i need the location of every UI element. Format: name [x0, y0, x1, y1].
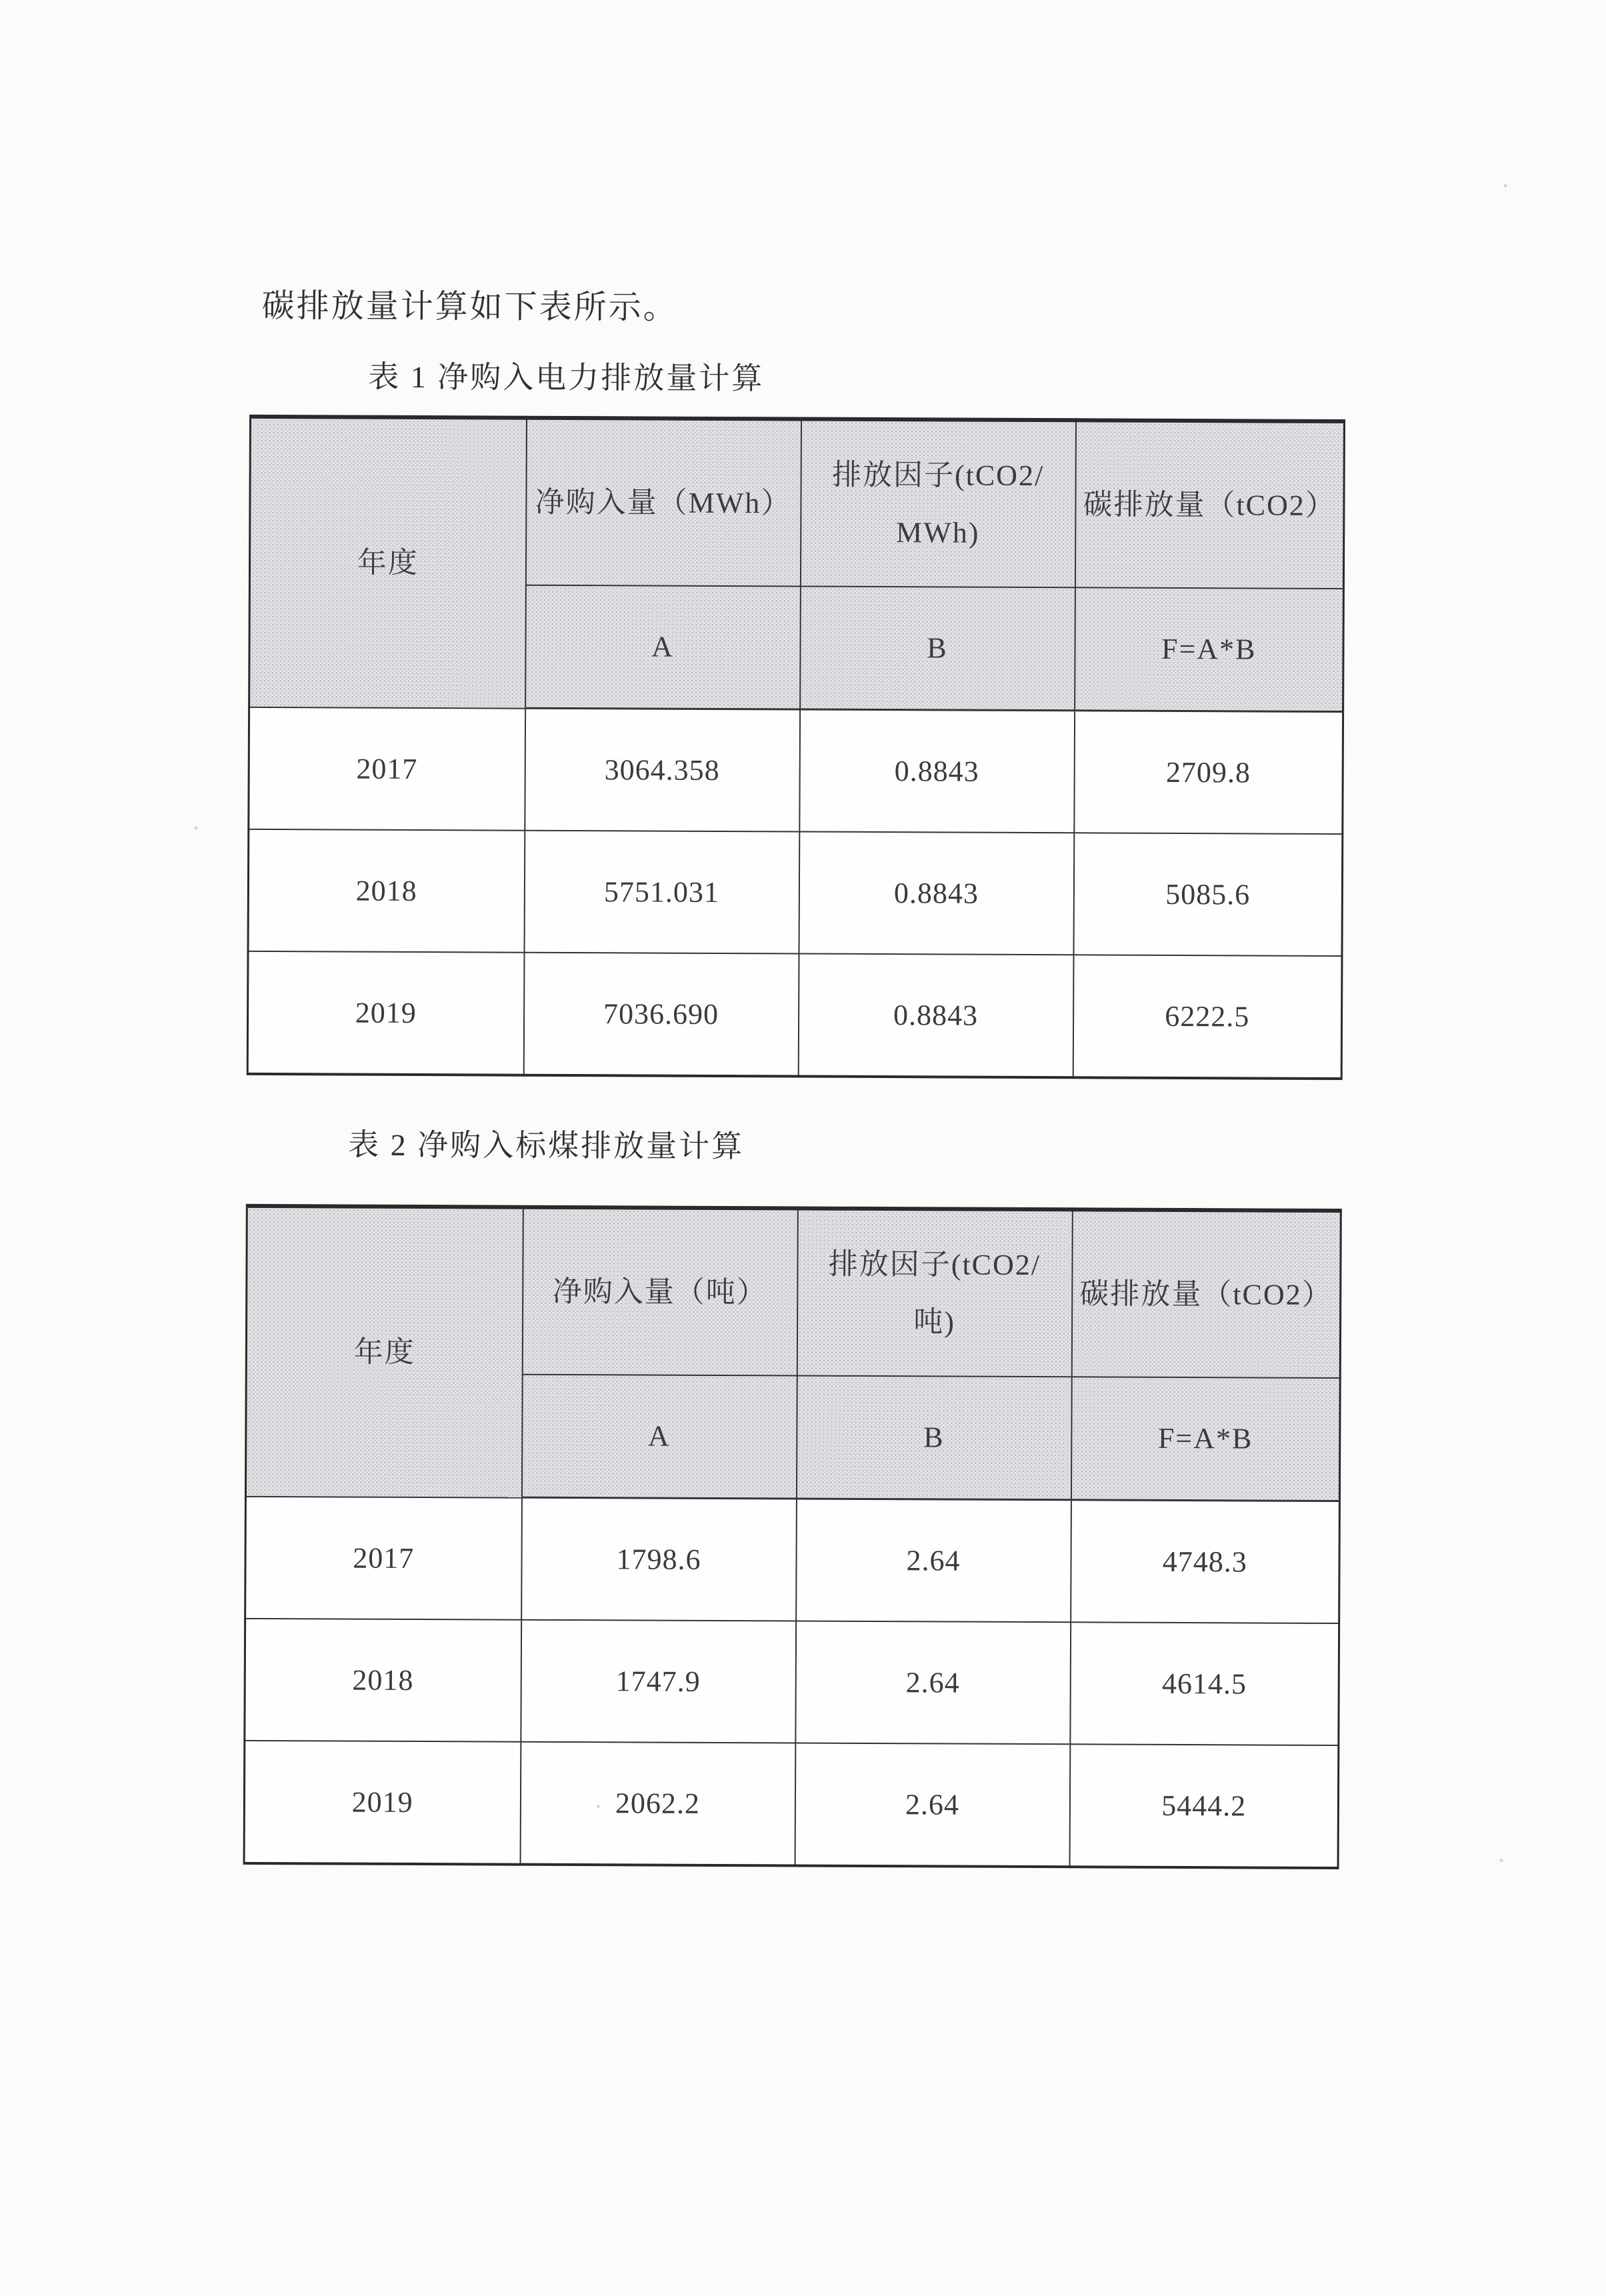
- table1-year-cell: 2017: [249, 707, 525, 830]
- table1-electricity-emissions: [247, 415, 1345, 1080]
- table1-emission-cell: 2709.8: [1074, 711, 1343, 834]
- table1-header-emission-factor: 排放因子(tCO2/ MWh): [800, 419, 1075, 587]
- table2-header-net-purchase: 净购入量（吨）: [522, 1207, 797, 1376]
- table2-purchase-cell: 2062.2: [520, 1742, 795, 1866]
- table2-row-2018: [245, 1619, 1339, 1745]
- table1-subheader-f: F=A*B: [1075, 587, 1344, 711]
- table2-purchase-cell: 1747.9: [521, 1620, 796, 1743]
- table2-header-emission-factor: 排放因子(tCO2/ 吨): [797, 1208, 1072, 1377]
- table2-subheader-f: F=A*B: [1071, 1377, 1340, 1501]
- table2-header-carbon-emission: 碳排放量（tCO2）: [1071, 1209, 1341, 1378]
- scan-speck: [194, 827, 197, 830]
- table2-purchase-cell: 1798.6: [521, 1497, 797, 1621]
- table2-header-row: [246, 1206, 1341, 1378]
- table1-emission-cell: 5085.6: [1073, 833, 1343, 956]
- table2-subheader-a: A: [521, 1375, 797, 1499]
- table1-purchase-cell: 5751.031: [524, 831, 799, 954]
- table1-year-cell: 2018: [248, 829, 525, 953]
- table1-factor-cell: 0.8843: [799, 709, 1075, 833]
- table2-emission-cell: 4748.3: [1071, 1500, 1340, 1623]
- table2-subheader-b: B: [796, 1375, 1071, 1499]
- scan-speck: [1500, 1859, 1503, 1862]
- table2-factor-cell: 2.64: [795, 1621, 1071, 1744]
- table1-header-row: [249, 417, 1344, 589]
- table2-emission-cell: 4614.5: [1070, 1622, 1339, 1745]
- table2-coal-emissions: [243, 1204, 1342, 1869]
- table1-factor-cell: 0.8843: [799, 831, 1074, 955]
- scan-speck: [1504, 184, 1507, 187]
- table1-purchase-cell: 7036.690: [523, 953, 799, 1077]
- table1-year-cell: 2019: [247, 951, 524, 1075]
- table1-caption: 表 1 净购入电力排放量计算: [368, 359, 765, 396]
- table1-subheader-b: B: [800, 586, 1075, 710]
- table1-emission-cell: 6222.5: [1073, 955, 1342, 1079]
- intro-text: 碳排放量计算如下表所示。: [261, 287, 678, 326]
- table1-header-net-purchase: 净购入量（MWh）: [525, 418, 801, 587]
- table2-row-2019: [244, 1741, 1339, 1868]
- table1-header-year: 年度: [249, 417, 527, 708]
- table1-header-carbon-emission: 碳排放量（tCO2）: [1075, 420, 1344, 589]
- table2-header-year: 年度: [245, 1206, 523, 1497]
- table2-row-2017: [245, 1496, 1340, 1623]
- table1-factor-cell: 0.8843: [798, 953, 1073, 1077]
- table2-factor-cell: 2.64: [795, 1743, 1070, 1867]
- table1-row-2019: [247, 951, 1342, 1079]
- scan-speck: [597, 1805, 600, 1808]
- table2-emission-cell: 5444.2: [1069, 1744, 1339, 1868]
- table1-subheader-a: A: [525, 585, 801, 709]
- table2-year-cell: 2019: [244, 1741, 521, 1865]
- table1-purchase-cell: 3064.358: [525, 708, 800, 831]
- table2-year-cell: 2017: [245, 1496, 522, 1619]
- table2-factor-cell: 2.64: [796, 1499, 1071, 1622]
- table2-caption: 表 2 净购入标煤排放量计算: [348, 1127, 745, 1164]
- table2-year-cell: 2018: [245, 1619, 521, 1742]
- table1-row-2018: [248, 829, 1343, 956]
- table1-row-2017: [249, 707, 1343, 834]
